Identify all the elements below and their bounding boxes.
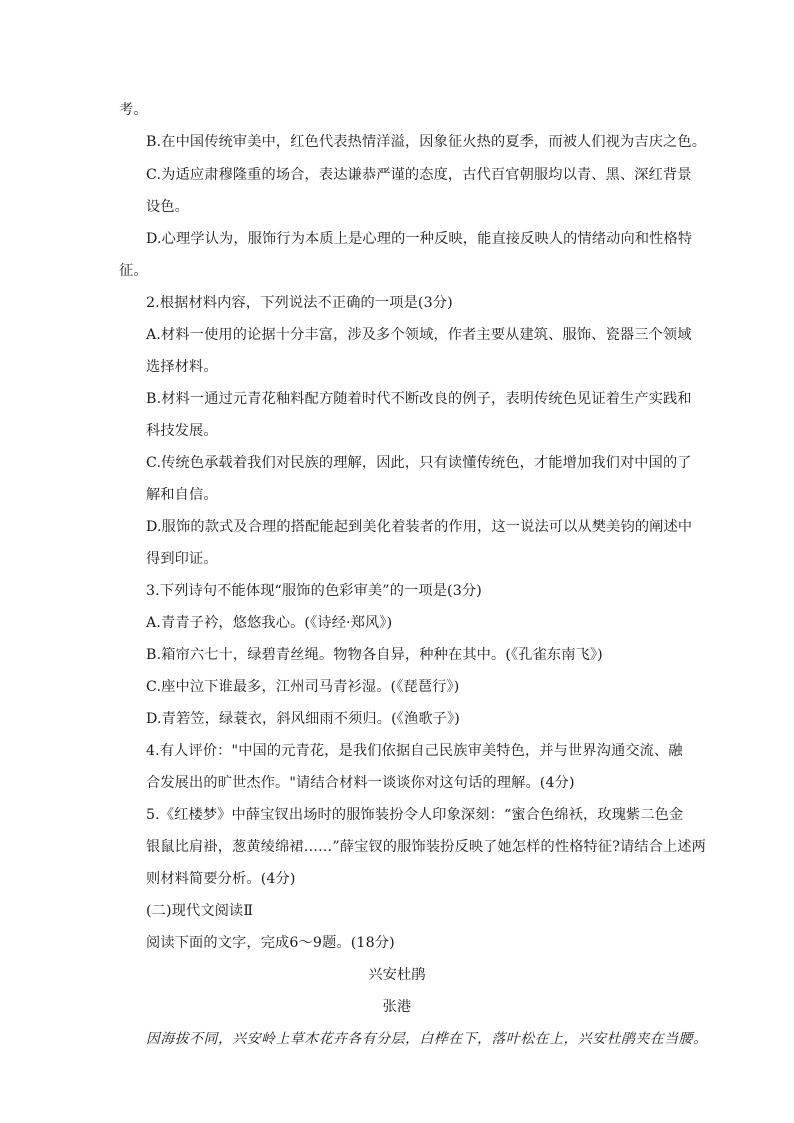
- q2-option-a-cont: 选择材料。: [146, 359, 218, 375]
- q3-option-d: D.青箬笠，绿蓑衣，斜风细雨不须归。(《渔歌子》): [146, 711, 460, 727]
- q1-option-c-cont: 设色。: [146, 199, 190, 215]
- q2-option-d: D.服饰的款式及合理的搭配能起到美化着装者的作用，这一说法可以从樊美钧的阐述中: [146, 519, 693, 535]
- section-instruction: 阅读下面的文字，完成6～9题。(18分): [146, 935, 395, 951]
- essay-author: 张港: [382, 999, 412, 1015]
- section-heading: (二)现代文阅读Ⅱ: [146, 903, 254, 919]
- q1-option-b: B.在中国传统审美中，红色代表热情洋溢，因象征火热的夏季，而被人们视为吉庆之色。: [146, 134, 707, 150]
- q2-option-d-cont: 得到印证。: [146, 551, 218, 567]
- essay-first-line: 因海拔不同，兴安岭上草木花卉各有分层，白桦在下，落叶松在上，兴安杜鹃夹在当腰。: [146, 1031, 708, 1047]
- q1-option-d-cont: 征。: [119, 263, 148, 279]
- q3-option-a: A.青青子衿，悠悠我心。(《诗经·郑风》): [146, 615, 393, 631]
- q3-option-c: C.座中泣下谁最多，江州司马青衫湿。(《琵琶行》): [146, 679, 460, 695]
- q3-stem: 3.下列诗句不能体现“服饰的色彩审美”的一项是(3分): [146, 583, 482, 599]
- q2-option-b-cont: 科技发展。: [146, 423, 218, 439]
- q4-line-1: 4.有人评价："中国的元青花，是我们依据自己民族审美特色，并与世界沟通交流、融: [146, 743, 683, 759]
- essay-title: 兴安杜鹃: [368, 967, 426, 983]
- q3-option-b: B.箱帘六七十，绿碧青丝绳。物物各自异，种种在其中。(《孔雀东南飞》): [146, 647, 603, 663]
- q4-line-2: 合发展出的旷世杰作。"请结合材料一谈谈你对这句话的理解。(4分): [146, 775, 575, 791]
- q5-line-3: 则材料简要分析。(4分): [146, 871, 296, 887]
- q2-option-b: B.材料一通过元青花釉料配方随着时代不断改良的例子，表明传统色见证着生产实践和: [146, 391, 692, 407]
- q2-option-a: A.材料一使用的论据十分丰富，涉及多个领域，作者主要从建筑、服饰、瓷器三个领域: [146, 327, 692, 343]
- q2-option-c-cont: 解和自信。: [146, 487, 218, 503]
- q2-option-c: C.传统色承载着我们对民族的理解，因此，只有读懂传统色，才能增加我们对中国的了: [146, 455, 692, 471]
- q1-option-c: C.为适应肃穆隆重的场合，表达谦恭严谨的态度，古代百官朝服均以青、黑、深红背景: [146, 167, 692, 183]
- q5-line-2: 银鼠比肩褂，葱黄绫绵裙……”薛宝钗的服饰装扮反映了她怎样的性格特征?请结合上述两: [146, 839, 706, 855]
- q1-option-d: D.心理学认为，服饰行为本质上是心理的一种反映，能直接反映人的情绪动向和性格特: [146, 231, 693, 247]
- q2-stem: 2.根据材料内容，下列说法不正确的一项是(3分): [146, 295, 453, 311]
- q1-tail: 考。: [119, 102, 148, 118]
- q5-line-1: 5.《红楼梦》中薛宝钗出场时的服饰装扮令人印象深刻：“蜜合色绵袄，玫瑰紫二色金: [146, 807, 684, 823]
